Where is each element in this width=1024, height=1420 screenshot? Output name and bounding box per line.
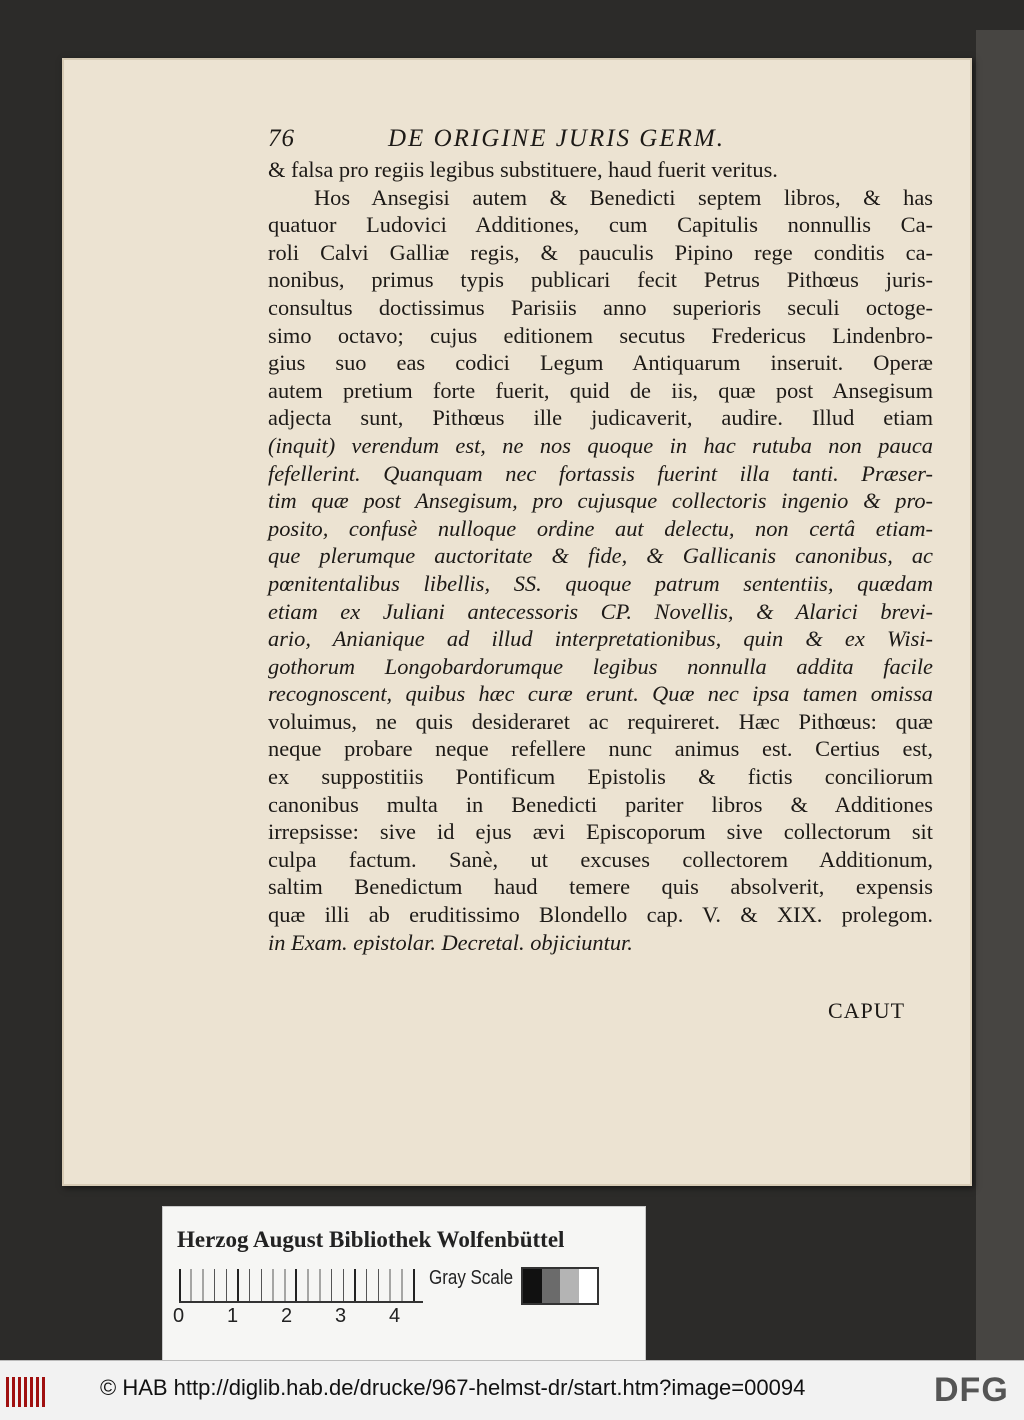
text-line: que plerumque auctoritate & fide, & Gallicanis canonibus, ac: [268, 543, 933, 569]
text-line: recognoscent, quibus hæc curæ erunt. Quæ nec ipsa tamen omissa: [268, 681, 933, 707]
catchword: CAPUT: [828, 998, 906, 1023]
ruler-number: 4: [389, 1305, 401, 1327]
hab-logo-icon: [6, 1377, 46, 1407]
text-line: quatuor Ludovici Additiones, cum Capitulis nonnullis Ca-: [268, 212, 933, 238]
ruler-number: 1: [227, 1305, 239, 1327]
text-line: etiam ex Juliani antecessoris CP. Novellis, & Alarici brevi-: [268, 598, 933, 624]
library-name: Herzog August Bibliothek Wolfenbüttel: [177, 1227, 565, 1252]
text-line: adjecta sunt, Pithœus ille judicaverit, audire. Illud etiam: [268, 405, 933, 431]
ruler-number: 3: [335, 1305, 347, 1327]
footer-bar: [0, 1360, 1024, 1420]
gray-scale-patches: [521, 1267, 599, 1305]
text-line: Hos Ansegisi autem & Benedicti septem libros, & has: [314, 184, 933, 210]
text-line: gothorum Longobardorumque legibus nonnulla addita facile: [268, 653, 933, 679]
cm-ruler: [179, 1269, 423, 1303]
text-line: nonibus, primus typis publicari fecit Petrus Pithœus juris-: [268, 267, 933, 293]
page-text: [268, 124, 933, 956]
running-title: DE ORIGINE JURIS GERM.: [388, 125, 725, 152]
text-line: autem pretium forte fuerit, quid de iis, quæ post Ansegisum: [268, 377, 933, 403]
page-number: 76: [268, 125, 295, 152]
gray-scale-label: Gray Scale: [429, 1267, 514, 1289]
running-head: [268, 124, 933, 154]
text-line: fefellerint. Quanquam nec fortassis fuerint illa tanti. Præser-: [268, 460, 933, 486]
footer-copyright-url[interactable]: © HAB http://diglib.hab.de/drucke/967-helmst-dr/start.htm?image=00094: [100, 1375, 806, 1400]
text-line: ario, Anianique ad illud interpretationibus, quin & ex Wisi-: [268, 626, 933, 652]
text-line: roli Calvi Galliæ regis, & pauculis Pipino rege conditis ca-: [268, 239, 933, 265]
text-line: in Exam. epistolar. Decretal. objiciuntur.: [268, 929, 633, 955]
text-line: tim quæ post Ansegisum, pro cujusque collectoris ingenio & pro-: [268, 488, 933, 514]
gray-patch: [523, 1269, 542, 1303]
text-lines: [268, 156, 933, 956]
text-line: gius suo eas codici Legum Antiquarum inseruit. Operæ: [268, 350, 933, 376]
gray-patch: [560, 1269, 579, 1303]
book-page: [62, 58, 972, 1186]
ruler-number: 2: [281, 1305, 293, 1327]
text-line: irrepsisse: sive id ejus ævi Episcoporum sive collectorum sit: [268, 819, 933, 845]
color-reference-bar: [162, 1206, 646, 1362]
text-line: (inquit) verendum est, ne nos quoque in hac rutuba non pauca: [268, 432, 933, 458]
text-line: & falsa pro regiis legibus substituere, haud fuerit veritus.: [268, 157, 778, 182]
gray-patch: [579, 1269, 598, 1303]
text-line: ex suppostitiis Pontificum Epistolis & fictis conciliorum: [268, 764, 933, 790]
text-line: quæ illi ab eruditissimo Blondello cap. V. & XIX. prolegom.: [268, 902, 933, 928]
text-line: culpa factum. Sanè, ut excuses collectorem Additionum,: [268, 846, 933, 872]
text-line: posito, confusè nulloque ordine aut delectu, non certâ etiam-: [268, 515, 933, 541]
text-line: pœnitentalibus libellis, SS. quoque patrum sententiis, quædam: [268, 570, 933, 596]
gray-patch: [542, 1269, 561, 1303]
ruler-numbers: [173, 1305, 443, 1328]
text-line: saltim Benedictum haud temere quis absolverit, expensis: [268, 874, 933, 900]
text-line: consultus doctissimus Parisiis anno superioris seculi octoge-: [268, 294, 933, 320]
dfg-logo: DFG: [934, 1371, 1009, 1409]
text-line: canonibus multa in Benedicti pariter libros & Additiones: [268, 791, 933, 817]
text-line: voluimus, ne quis desideraret ac requireret. Hæc Pithœus: quæ: [268, 708, 933, 734]
book-edge: [976, 30, 1024, 1360]
text-line: simo octavo; cujus editionem secutus Fredericus Lindenbro-: [268, 322, 933, 348]
text-line: neque probare neque refellere nunc animus est. Certius est,: [268, 736, 933, 762]
ruler-number: 0: [173, 1305, 185, 1327]
